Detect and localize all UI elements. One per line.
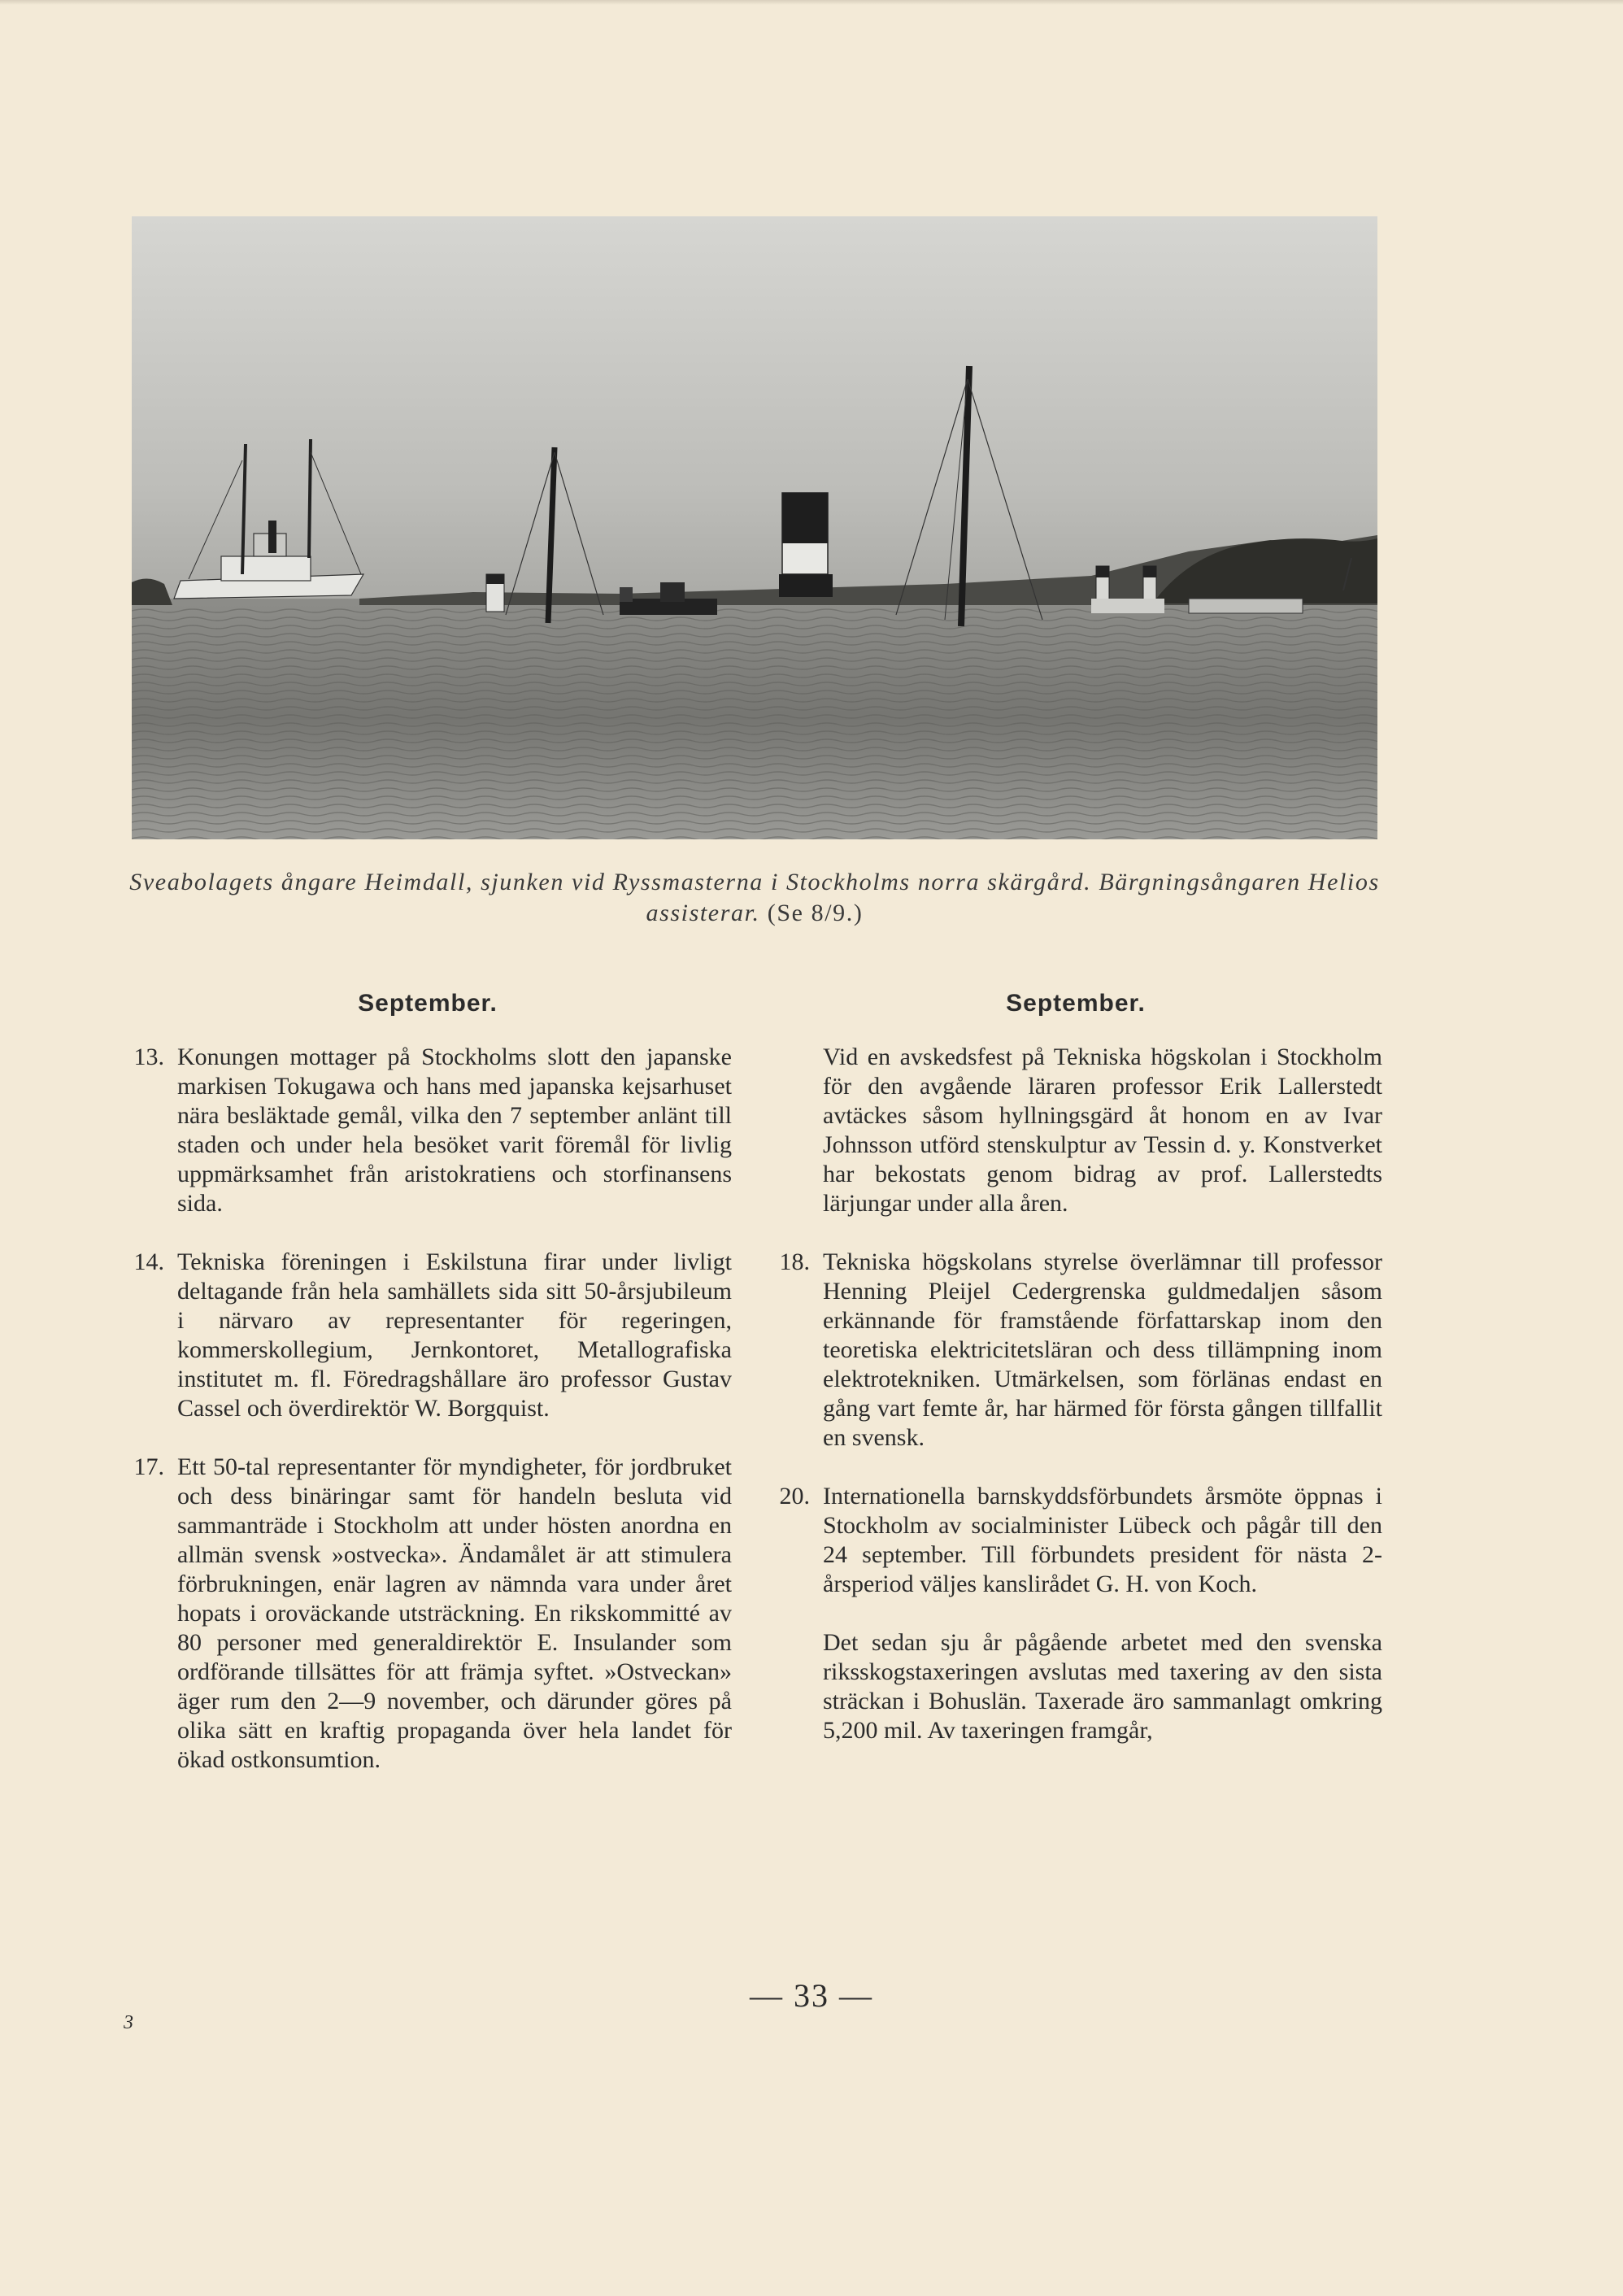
entry-text: Vid en avskedsfest på Tekniska högskolan i Stockholm för den avgående läraren professor Erik Lallerstedt avtäckes såsom hyllningsgärd åt honom en av Ivar Johnsson utförd stenskulptur av Tessin d. y. Konstverket har bekostats genom bidrag av prof. Lallerstedts lärjungar under alla åren. <box>823 1043 1382 1217</box>
entry <box>124 1043 732 1218</box>
page-number: — 33 — <box>750 1977 873 2014</box>
entry-day: 20. <box>779 1483 810 1510</box>
entry-text: Ett 50-tal representanter för myndigheter, för jordbruket och dess binäringar samt för handeln besluta vid sammanträde i Stockholm att under hösten anordna en allmän svensk »ostvecka». Ändamålet är att stimulera förbrukningen, enär lagren av nämnda vara under året hopats i oroväckande utsträckning. En rikskommitté av 80 personer med generaldirektör E. Insulander som ordförande tillsättes för att främja syftet. »Ostveckan» äger rum den 2—9 november, och därunder göres på olika sätt en kraftig propaganda över hela landet för ökad ostkonsumtion. <box>177 1453 732 1773</box>
entry <box>769 1482 1382 1599</box>
entry <box>124 1248 732 1423</box>
left-column <box>124 987 732 1804</box>
entry <box>769 1248 1382 1453</box>
month-heading: September. <box>1006 990 1146 1017</box>
entry-day: 14. <box>133 1248 164 1275</box>
caption-reference: (Se 8/9.) <box>759 900 864 926</box>
month-heading: September. <box>358 990 498 1017</box>
photo-caption <box>122 867 1387 929</box>
right-column <box>769 987 1382 1775</box>
entry <box>769 1628 1382 1745</box>
entry <box>124 1453 732 1775</box>
caption-text: Sveabolagets ångare Heimdall, sjunken vid Ryssmasterna i Stockholms norra skärgård. Bärgningsångaren Helios assisterar. <box>129 869 1380 926</box>
shipwreck-photo-icon <box>132 216 1377 839</box>
entry-text: Tekniska högskolans styrelse överlämnar till professor Henning Pleijel Cedergrenska guldmedaljen såsom erkännande för framstående författarskap inom den teoretiska elektricitetsläran och dess tillämpning inom elektrotekniken. Utmärkelsen, som förlänas endast en gång vart femte år, har härmed för första gången tillfallit en svensk. <box>823 1248 1382 1451</box>
entry-text: Det sedan sju år pågående arbetet med den svenska riksskogstaxeringen avslutas med taxering av den sista sträckan i Bohuslän. Taxerade äro sammanlagt omkring 5,200 mil. Av taxeringen framgår, <box>823 1629 1382 1744</box>
entry-text: Konungen mottager på Stockholms slott den japanske markisen Tokugawa och hans med japanska kejsarhuset nära besläktade gemål, vilka den 7 september anlänt till staden och under hela besöket varit föremål för livlig uppmärksamhet från aristokratiens och storfinansens sida. <box>177 1043 732 1217</box>
sheet-mark: 3 <box>124 2012 133 2033</box>
page-edge <box>0 0 1623 5</box>
entry-text: Internationella barnskyddsförbundets årsmöte öppnas i Stockholm av socialminister Lübeck och pågår till den 24 september. Till förbundets president för nästa 2-årsperiod väljes kanslirådet G. H. von Koch. <box>823 1483 1382 1597</box>
shipwreck-photo <box>132 216 1377 839</box>
entry-day: 18. <box>779 1248 810 1275</box>
entry-day: 17. <box>133 1453 164 1480</box>
entry-day: 13. <box>133 1043 164 1070</box>
entry-text: Tekniska föreningen i Eskilstuna firar under livligt deltagande från hela samhällets sida sitt 50-årsjubileum i närvaro av representanter för regeringen, kommerskollegium, Jernkontoret, Metallografiska institutet m. fl. Föredragshållare äro professor Gustav Cassel och överdirektör W. Borgquist. <box>177 1248 732 1422</box>
entry <box>769 1043 1382 1218</box>
